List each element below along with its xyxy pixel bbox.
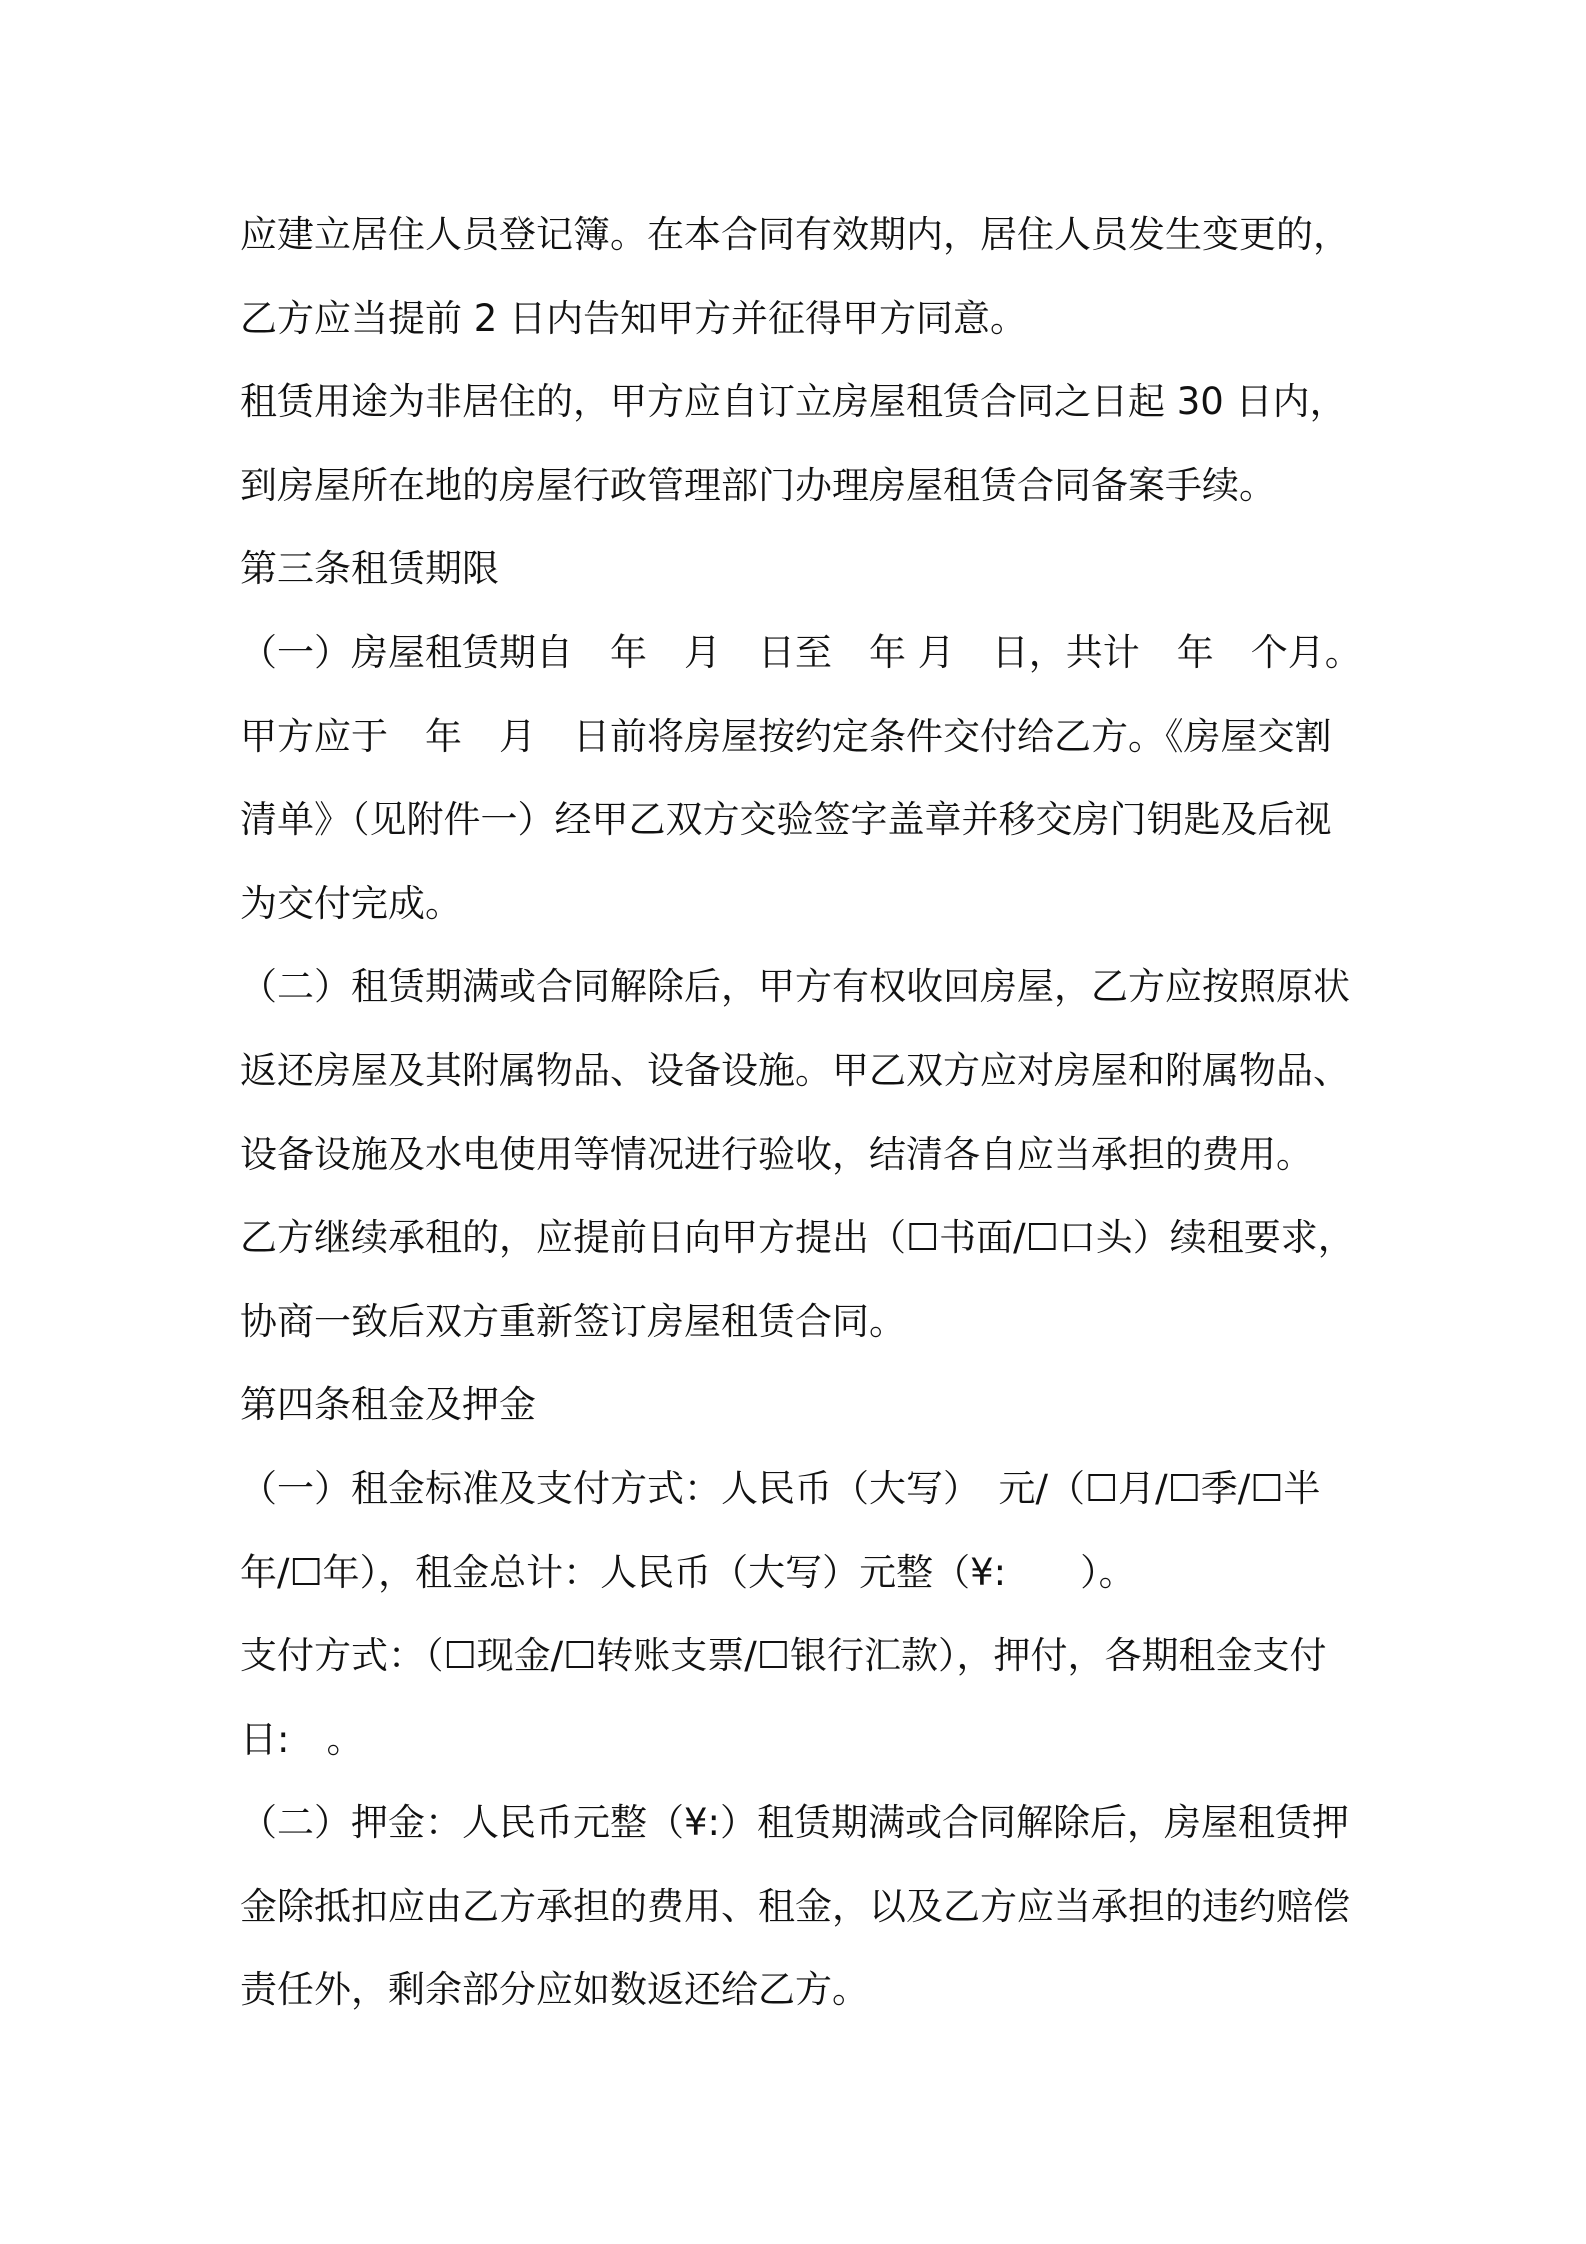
text-line: 协商一致后双方重新签订房屋租赁合同。 [240,1299,906,1343]
text-line: 应建立居住人员登记簿。在本合同有效期内，居住人员发生变更的， [240,213,1350,256]
text-line: 乙方应当提前 2 日内告知甲方并征得甲方同意。 [240,296,1028,340]
text-line: 责任外，剩余部分应如数返还给乙方。 [240,1968,869,2012]
text-line: 金除抵扣应由乙方承担的费用、租金，以及乙方应当承担的违约赔偿 [240,1884,1350,1928]
section-heading-article-4: 第四条租金及押金 [240,1383,536,1427]
text-line: 年/☐年），租金总计：人民币（大写）元整（¥: ）。 [240,1550,1136,1594]
text-line: 设备设施及水电使用等情况进行验收，结清各自应当承担的费用。 [240,1132,1313,1176]
text-line: 日: 。 [240,1717,364,1761]
text-line: 乙方继续承租的，应提前日向甲方提出（☐书面/☐口头）续租要求， [240,1216,1355,1260]
document-body [240,193,1360,2032]
text-line: 支付方式：（☐现金/☐转账支票/☐银行汇款），押付，各期租金支付 [240,1634,1327,1678]
text-line: （一）租金标准及支付方式：人民币（大写） 元/（☐月/☐季/☐半 [240,1466,1321,1510]
text-line: 甲方应于 年 月 日前将房屋按约定条件交付给乙方。《房屋交割 [240,714,1332,758]
text-line: 清单》（见附件一）经甲乙双方交验签字盖章并移交房门钥匙及后视 [240,798,1332,842]
section-heading-article-3: 第三条租赁期限 [240,547,499,591]
text-line: 返还房屋及其附属物品、设备设施。甲乙双方应对房屋和附属物品、 [240,1048,1350,1092]
text-line: 为交付完成。 [240,881,462,925]
text-line: 到房屋所在地的房屋行政管理部门办理房屋租赁合同备案手续。 [240,463,1276,507]
text-line: （二）押金：人民币元整（¥:）租赁期满或合同解除后，房屋租赁押 [240,1801,1350,1845]
text-line: 租赁用途为非居住的，甲方应自订立房屋租赁合同之日起 30 日内， [240,380,1347,424]
text-line: （二）租赁期满或合同解除后，甲方有权收回房屋，乙方应按照原状 [240,965,1350,1009]
text-line: （一）房屋租赁期自 年 月 日至 年 月 日，共计 年 个月。 [240,630,1362,674]
